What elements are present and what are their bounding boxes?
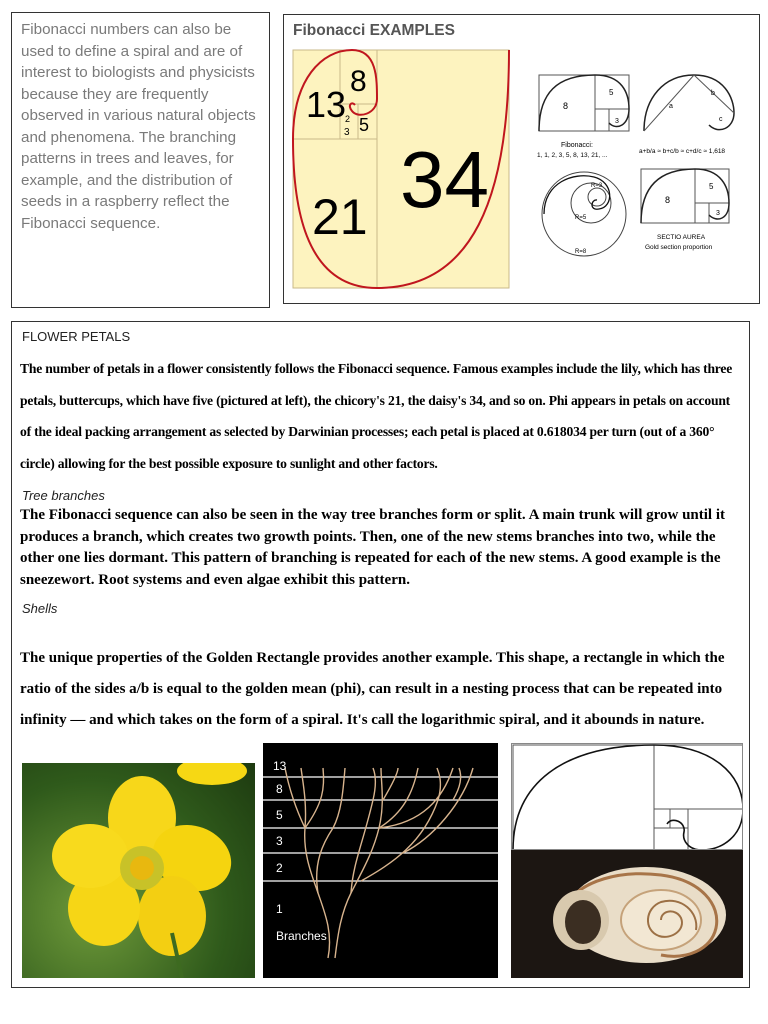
diagram2-c: c — [719, 116, 723, 123]
diagram4-8: 8 — [665, 195, 671, 205]
diagram1-3: 3 — [615, 118, 619, 125]
intro-panel — [11, 12, 270, 308]
diagram2-a: a — [669, 103, 673, 110]
flower-petals-heading: FLOWER PETALS — [22, 329, 131, 344]
fib-8: 8 — [350, 65, 367, 98]
diagram2-formula: a+b/a ≈ b+c/b ≈ c+d/c ≈ 1,618 — [639, 148, 726, 155]
tree-branches-heading: Tree branches — [22, 488, 105, 503]
fib-13: 13 — [306, 84, 347, 125]
diagram2-b: b — [711, 90, 715, 97]
level-5: 5 — [276, 808, 283, 822]
sectio-aurea-diagram — [639, 167, 741, 259]
fib-5: 5 — [359, 115, 370, 135]
level-13: 13 — [273, 759, 287, 773]
fib-3: 3 — [344, 127, 350, 138]
intro-text: Fibonacci numbers can also be used to define a spiral and are of interest to biologists and physicists because they are frequently observed in various natural objects and phenomena. The branching patterns in trees and leaves, for example, and the distribution of seeds in a raspberry reflect the Fibonacci sequence. — [21, 21, 256, 232]
fib-21: 21 — [312, 189, 368, 245]
shells-text: The unique properties of the Golden Rectangle provides another example. This shape, a rectangle in which the ratio of the sides a/b is equal to the golden mean (phi), can result in a nesting process that can be repeated into infinity — and which takes on the form of a spiral. It's call the logarithmic spiral, and it abounds in nature. — [20, 650, 725, 728]
fib-34: 34 — [400, 135, 489, 224]
buttercup-photo — [22, 763, 255, 978]
golden-rectangle-figure — [292, 49, 510, 291]
diagram4-caption1: SECTIO AUREA — [657, 234, 706, 241]
branching-diagram — [263, 743, 498, 978]
diagram1-8: 8 — [563, 101, 569, 111]
branches-label: Branches — [276, 929, 327, 943]
level-8: 8 — [276, 782, 283, 796]
diagram3-r5: R=5 — [575, 215, 587, 221]
diagram4-3: 3 — [716, 210, 720, 217]
golden-spiral-figure — [511, 743, 743, 850]
golden-ratio-formula-diagram — [639, 73, 741, 165]
level-1: 1 — [276, 902, 283, 916]
diagram1-5: 5 — [609, 88, 614, 97]
fib-2: 2 — [345, 114, 351, 124]
main-panel — [11, 321, 750, 988]
level-3: 3 — [276, 834, 283, 848]
diagram3-r3: R=3 — [591, 183, 603, 189]
level-2: 2 — [276, 861, 283, 875]
tree-branches-text: The Fibonacci sequence can also be seen in the way tree branches form or split. A main trunk will grow until it produces a branch, which creates two growth points. Then, one of the new stems branches into two, while the other one lies dormant. This pattern of branching is repeated for each of the new stems. A good example is the sneezewort. Root systems and even algae exhibit this pattern. — [20, 507, 726, 588]
flower-petals-text: The number of petals in a flower consistently follows the Fibonacci sequence. Famous examples include the lily, which has three petals, buttercups, which have five (pictured at left), the chicory's 21, the daisy's 34, and so on. Phi appears in petals on account of the ideal packing arrangement as selected by Darwinian processes; each petal is placed at 0.618034 per turn (out of a 360° circle) allowing for the best possible exposure to sunlight and other factors. — [20, 361, 733, 471]
nautilus-shell-photo — [511, 850, 743, 978]
diagram1-caption1: Fibonacci: — [561, 142, 593, 149]
buttercup-flower-icon — [22, 763, 255, 978]
diagram4-5: 5 — [709, 182, 714, 191]
fibonacci-squares-diagram — [537, 73, 633, 165]
diagram1-caption2: 1, 1, 2, 3, 5, 8, 13, 21, ... — [537, 152, 608, 159]
shells-heading: Shells — [22, 601, 58, 616]
diagram4-caption2: Gold section proportion — [645, 244, 713, 251]
examples-title: Fibonacci EXAMPLES — [293, 22, 455, 39]
circles-radius-diagram — [539, 167, 633, 259]
diagram3-r8: R=8 — [575, 249, 587, 255]
examples-panel — [283, 14, 760, 304]
